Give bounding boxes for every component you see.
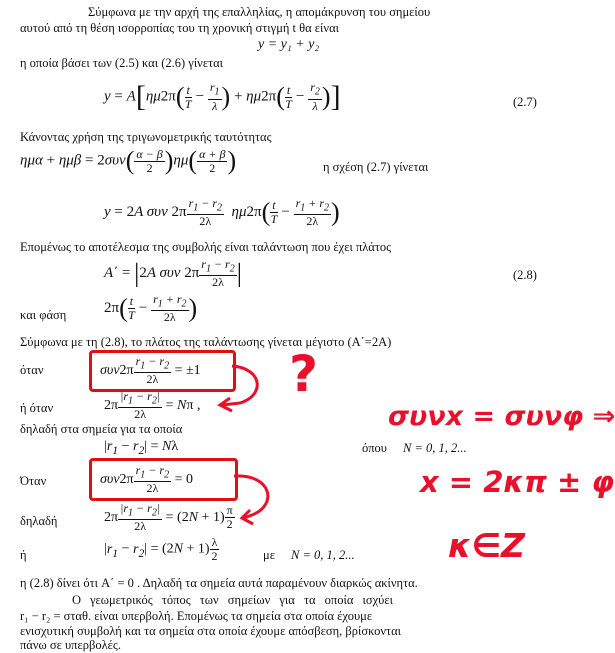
paragraph-line-10: Ο γεωμετρικός τόπος των σημείων για τα οποία ισχύει: [72, 593, 393, 607]
paragraph-line-11: r₁ − r₂ = σταθ. είναι υπερβολή. Επομένως τα σημεία στα οποία έχουμε: [20, 609, 373, 623]
n-values-2: N = 0, 1, 2...: [291, 548, 355, 562]
paragraph-line-12: ενισχυτική συμβολή και τα σημεία στα οποία έχουμε απόσβεση, βρίσκονται: [20, 624, 401, 638]
when-label-1: όταν: [20, 363, 44, 377]
paragraph-line-9: η (2.8) δίνει ότι A΄ = 0 . Δηλαδή τα σημεία αυτά παραμένουν διαρκώς ακίνητα.: [20, 576, 418, 590]
equation-number-2-8: (2.8): [513, 268, 537, 282]
equation-trig-identity: ημα + ημβ = 2συν( $\frac{\alpha - \beta}{2}$ )ημ( $\frac{\alpha + \beta}{2}$ ): [20, 146, 237, 175]
i-e-label: δηλαδή: [20, 514, 58, 528]
equation-max-cos: συν2π $\frac{r_1 - r_2}{2\lambda}$ = ±1: [100, 354, 201, 387]
paragraph-line-7: Σύμφωνα με τη (2.8), το πλάτος της ταλάντωσης γίνεται μέγιστο (A΄=2A): [20, 335, 392, 349]
handwritten-note-2: x = 2κπ ± φ: [420, 465, 615, 499]
phase-label: και φάση: [20, 308, 67, 322]
paragraph-line-4: Κάνοντας χρήση της τριγωνομετρικής ταυτότητας: [20, 130, 272, 144]
question-mark: ?: [289, 345, 319, 403]
with-label: με: [263, 548, 275, 562]
equation-min-cos: συν2π $\frac{r_1 - r_2}{2\lambda}$ = 0: [100, 463, 193, 496]
equation-combined: y = 2A συν 2π $\frac{r_1 - r_2}{2\lambda}$ ημ2π( $\frac{t}{T}$ − $\frac{r_1 + r_2}{2\lambda}$ ): [104, 196, 340, 229]
equation-max-npi: 2π $\frac{|r_1 - r_2|}{2\lambda}$ = Nπ ,: [104, 389, 201, 422]
paragraph-line-13: πάνω σε υπερβολές.: [20, 638, 121, 652]
paragraph-line-1: Σύμφωνα με την αρχή της επαλληλίας, η απομάκρυνση του σημείου: [88, 5, 431, 19]
handwritten-note-1: συνx = συνφ ⇒: [388, 401, 615, 432]
paragraph-line-3: η οποία βάσει των (2.5) και (2.6) γίνεται: [20, 56, 224, 70]
equation-number-2-7: (2.7): [513, 95, 537, 109]
handwritten-note-3: κ∈Z: [448, 526, 525, 565]
paragraph-line-5-tail: η σχέση (2.7) γίνεται: [323, 160, 429, 174]
paragraph-line-8: δηλαδή στα σημεία για τα οποία: [20, 422, 183, 436]
equation-superposition: y = y₁ + y₂: [258, 37, 320, 52]
equation-min-path-diff: $|r_1 - r_2| = (2N + 1)$ $\frac{\lambda}{2}$: [104, 535, 218, 563]
n-values-1: N = 0, 1, 2...: [403, 441, 467, 455]
or-label: ή: [20, 548, 27, 562]
paragraph-line-2: αυτού από τη θέση ισορροπίας του τη χρονική στιγμή t θα είναι: [20, 21, 339, 35]
equation-2-7: y = A[ημ2π( $\frac{t}{T}$ − $\frac{r_1}{\lambda}$ ) + ημ2π( $\frac{t}{T}$ − $\frac{r_2}{\lambda}$ )]: [104, 80, 341, 113]
equation-phase: 2π( $\frac{t}{T}$ − $\frac{r_1 + r_2}{2\lambda}$ ): [104, 292, 198, 325]
equation-2-8: A΄ = |2A συν 2π $\frac{r_1 - r_2}{2\lambda}$ |: [104, 257, 242, 290]
or-when-label: ή όταν: [20, 401, 54, 415]
equation-min-odd: 2π $\frac{|r_1 - r_2|}{2\lambda}$ = (2N + 1) $\frac{\pi}{2}$: [104, 501, 233, 534]
paragraph-line-6: Επομένως το αποτέλεσμα της συμβολής είναι ταλάντωση που έχει πλάτος: [20, 240, 392, 254]
where-label: όπου: [362, 441, 387, 455]
equation-max-path-diff: $|r_1 - r_2| = N\lambda$: [104, 439, 179, 457]
when-label-2: Όταν: [20, 474, 47, 488]
